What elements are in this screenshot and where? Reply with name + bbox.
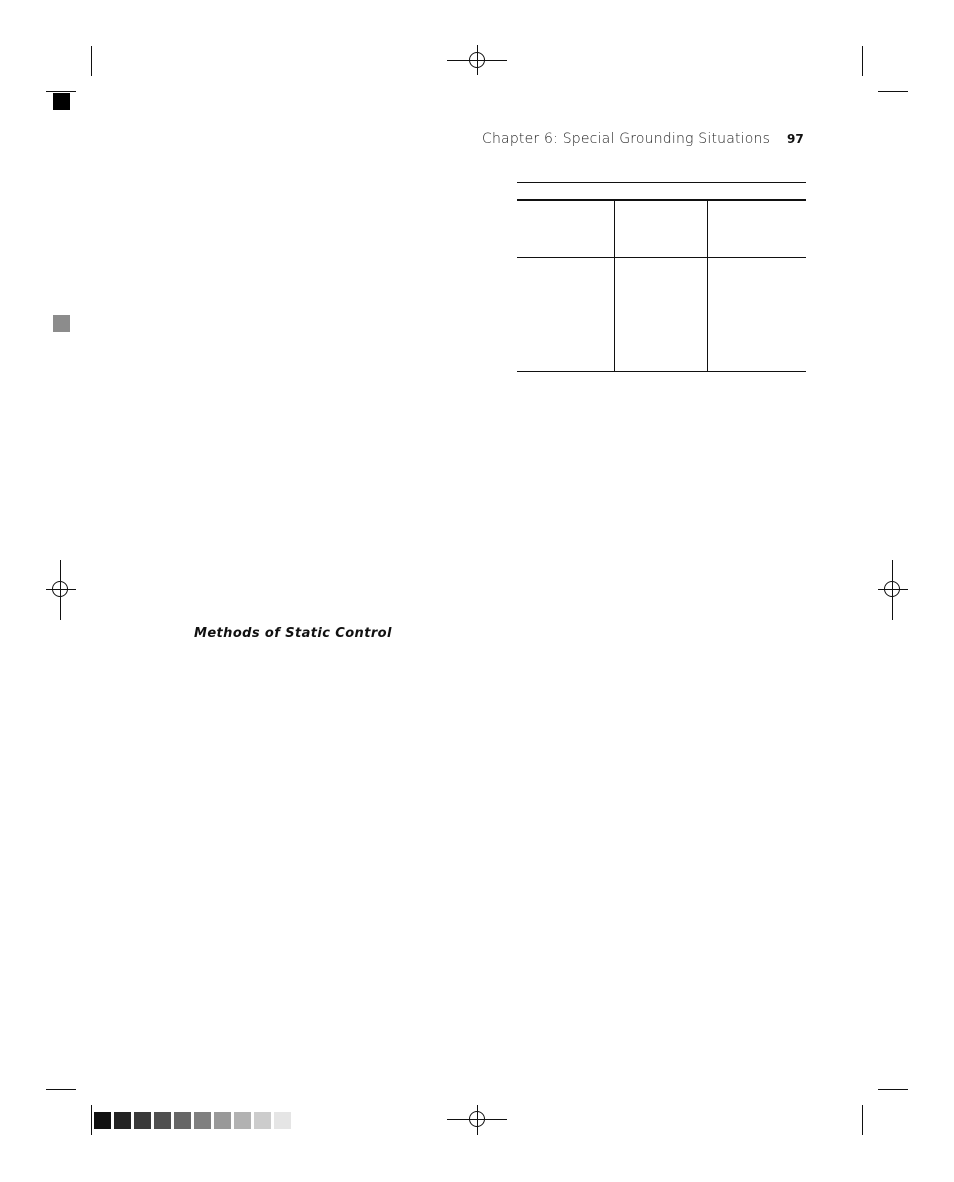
table-row-rule	[517, 257, 806, 258]
gray-swatch	[154, 1112, 171, 1129]
gray-swatch	[274, 1112, 291, 1129]
crop-mark-top-right-horizontal	[878, 91, 908, 92]
gray-swatch	[254, 1112, 271, 1129]
crop-mark-top-right-vertical	[862, 46, 863, 76]
table-column-divider-1	[614, 200, 615, 371]
gray-swatch	[114, 1112, 131, 1129]
section-heading: Methods of Static Control	[194, 626, 392, 641]
table-top-rule	[517, 182, 806, 183]
corner-black-square	[53, 93, 70, 110]
side-gray-square	[53, 315, 70, 332]
registration-circle-top-icon	[469, 52, 485, 68]
chapter-title: Chapter 6: Special Grounding Situations	[482, 131, 771, 147]
page-number: 97	[787, 132, 804, 146]
crop-mark-bottom-right-vertical	[862, 1105, 863, 1135]
crop-mark-top-left-vertical	[91, 46, 92, 76]
registration-circle-bottom-icon	[469, 1111, 485, 1127]
crop-mark-top-left-horizontal	[46, 91, 76, 92]
table-column-divider-2	[707, 200, 708, 371]
gray-swatch	[134, 1112, 151, 1129]
registration-circle-left-icon	[52, 581, 68, 597]
gray-swatch	[174, 1112, 191, 1129]
registration-circle-right-icon	[884, 581, 900, 597]
gray-swatch	[234, 1112, 251, 1129]
gray-swatch	[94, 1112, 111, 1129]
gray-swatch	[214, 1112, 231, 1129]
table-header-rule	[517, 199, 806, 201]
crop-mark-bottom-right-horizontal	[878, 1089, 908, 1090]
gray-swatch	[194, 1112, 211, 1129]
crop-mark-bottom-left-horizontal	[46, 1089, 76, 1090]
crop-mark-bottom-left-vertical	[91, 1105, 92, 1135]
table-bottom-rule	[517, 371, 806, 372]
